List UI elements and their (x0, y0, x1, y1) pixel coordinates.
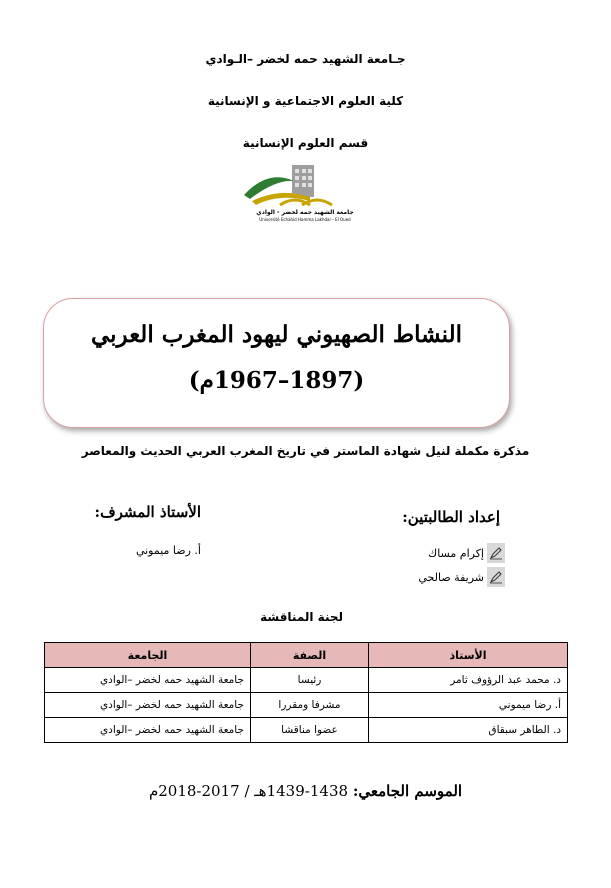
cell-university: جامعة الشهيد حمه لخضر –الوادي (45, 668, 251, 693)
table-row (45, 668, 568, 693)
cell-university: جامعة الشهيد حمه لخضر –الوادي (45, 718, 251, 743)
thesis-subtitle: مذكرة مكملة لنيل شهادة الماستر في تاريخ المغرب العربي الحديث والمعاصر (81, 444, 530, 458)
column-header-professor: الأستاذ (369, 643, 568, 668)
logo-latin-text: Université Echahid Hamma Lakhdar - El Oued (259, 217, 351, 222)
thesis-years: (1897–1967م) (188, 367, 365, 394)
students-heading: إعداد الطالبتين: (402, 508, 500, 526)
faculty-name: كلية العلوم الاجتماعية و الإنسانية (207, 94, 404, 108)
student-item (418, 567, 505, 587)
academic-season (0, 782, 611, 800)
cell-role: مشرفا ومقررا (251, 693, 369, 718)
pen-icon (487, 543, 505, 563)
university-name: جـامعة الشهيد حمه لخضر –الـوادي (205, 52, 406, 66)
cell-professor: د. محمد عبد الرؤوف ثامر (369, 668, 568, 693)
pen-icon (487, 567, 505, 587)
supervisor-heading: الأستاذ المشرف: (94, 503, 201, 521)
season-label: الموسم الجامعي: (352, 782, 463, 800)
cell-university: جامعة الشهيد حمه لخضر –الوادي (45, 693, 251, 718)
thesis-title: النشاط الصهيوني ليهود المغرب العربي (90, 321, 463, 348)
cell-professor: أ. رضا ميموني (369, 693, 568, 718)
department-name: قسم العلوم الإنسانية (242, 136, 369, 150)
student-name: شريفة صالحي (418, 570, 484, 584)
committee-heading: لجنة المناقشة (260, 610, 343, 624)
title-box (43, 298, 510, 428)
logo-arabic-text: جامعة الشهيد حمه لخضر - الوادي (256, 209, 354, 216)
cell-role: عضوا مناقشا (251, 718, 369, 743)
column-header-role: الصفة (251, 643, 369, 668)
table-row (45, 718, 568, 743)
university-logo (240, 161, 370, 223)
cell-professor: د. الطاهر سبقاق (369, 718, 568, 743)
column-header-university: الجامعة (45, 643, 251, 668)
supervisor-name: أ. رضا ميموني (135, 544, 201, 557)
student-item (428, 543, 505, 563)
table-row (45, 693, 568, 718)
table-header-row (45, 643, 568, 668)
committee-table (44, 642, 568, 743)
student-name: إكرام مساك (428, 546, 484, 560)
cell-role: رئيسا (251, 668, 369, 693)
season-value: 1438-1439هـ / 2017-2018م (148, 782, 349, 800)
